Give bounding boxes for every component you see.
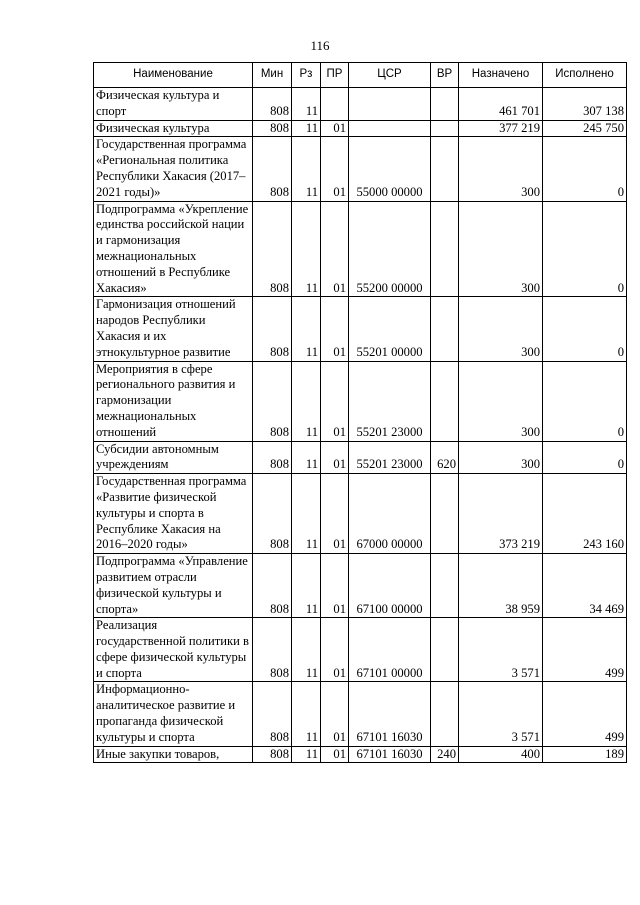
row-executed: 189 [543,746,627,763]
row-csr: 55201 23000 [349,361,431,441]
page-number: 116 [310,38,330,53]
row-min: 808 [253,474,292,554]
row-rz: 11 [292,88,321,121]
row-executed: 34 469 [543,554,627,618]
row-executed: 499 [543,682,627,746]
row-rz: 11 [292,554,321,618]
row-min: 808 [253,361,292,441]
row-name: Субсидии автономным учреждениям [94,441,253,474]
row-executed: 0 [543,297,627,361]
table-row [94,474,627,554]
row-min: 808 [253,554,292,618]
row-vr: 620 [431,441,459,474]
row-assigned: 300 [459,297,543,361]
header-executed: Исполнено [543,63,627,88]
row-pr: 01 [321,361,349,441]
row-vr [431,474,459,554]
row-csr: 67101 16030 [349,682,431,746]
row-name: Государственная программа «Развитие физической культуры и спорта в Республике Хакасия на 2016–2020 годы» [94,474,253,554]
header-name: Наименование [94,63,253,88]
row-rz: 11 [292,201,321,297]
row-name: Физическая культура [94,120,253,137]
table-row [94,137,627,201]
row-vr [431,137,459,201]
row-min: 808 [253,137,292,201]
table-row [94,441,627,474]
row-name: Гармонизация отношений народов Республики Хакасия и их этнокультурное развитие [94,297,253,361]
row-vr [431,554,459,618]
row-csr: 67100 00000 [349,554,431,618]
row-pr: 01 [321,137,349,201]
row-min: 808 [253,88,292,121]
row-assigned: 3 571 [459,618,543,682]
row-pr: 01 [321,474,349,554]
header-row [94,63,627,88]
row-assigned: 300 [459,137,543,201]
row-name: Иные закупки товаров, [94,746,253,763]
row-csr: 55201 23000 [349,441,431,474]
row-name: Подпрограмма «Управление развитием отрасли физической культуры и спорта» [94,554,253,618]
row-pr: 01 [321,120,349,137]
row-name: Информационно-аналитическое развитие и пропаганда физической культуры и спорта [94,682,253,746]
row-min: 808 [253,441,292,474]
row-executed: 307 138 [543,88,627,121]
row-rz: 11 [292,120,321,137]
row-min: 808 [253,201,292,297]
row-rz: 11 [292,361,321,441]
row-executed: 0 [543,201,627,297]
row-pr: 01 [321,201,349,297]
row-vr [431,120,459,137]
row-pr: 01 [321,554,349,618]
row-assigned: 3 571 [459,682,543,746]
row-executed: 499 [543,618,627,682]
budget-table [93,62,627,763]
row-min: 808 [253,618,292,682]
row-csr: 55000 00000 [349,137,431,201]
header-rz: Рз [292,63,321,88]
row-vr [431,361,459,441]
row-pr: 01 [321,618,349,682]
header-csr: ЦСР [349,63,431,88]
row-rz: 11 [292,682,321,746]
table-row [94,618,627,682]
row-rz: 11 [292,618,321,682]
row-csr [349,88,431,121]
row-vr [431,682,459,746]
row-pr: 01 [321,682,349,746]
row-executed: 0 [543,137,627,201]
row-assigned: 461 701 [459,88,543,121]
row-min: 808 [253,120,292,137]
row-executed: 243 160 [543,474,627,554]
header-min: Мин [253,63,292,88]
row-min: 808 [253,297,292,361]
row-pr: 01 [321,746,349,763]
row-name: Реализация государственной политики в сфере физической культуры и спорта [94,618,253,682]
table-row [94,361,627,441]
row-csr: 55201 00000 [349,297,431,361]
row-name: Подпрограмма «Укрепление единства российской нации и гармонизация межнациональных отношений в Республике Хакасия» [94,201,253,297]
row-csr: 67101 00000 [349,618,431,682]
table-row [94,120,627,137]
row-vr: 240 [431,746,459,763]
header-pr: ПР [321,63,349,88]
table-row [94,746,627,763]
header-vr: ВР [431,63,459,88]
row-vr [431,88,459,121]
row-executed: 0 [543,441,627,474]
row-rz: 11 [292,746,321,763]
row-executed: 0 [543,361,627,441]
row-rz: 11 [292,441,321,474]
table-row [94,297,627,361]
row-name: Физическая культура и спорт [94,88,253,121]
row-csr: 67000 00000 [349,474,431,554]
row-assigned: 373 219 [459,474,543,554]
row-csr: 67101 16030 [349,746,431,763]
row-rz: 11 [292,137,321,201]
row-min: 808 [253,682,292,746]
row-executed: 245 750 [543,120,627,137]
table-row [94,682,627,746]
row-min: 808 [253,746,292,763]
row-assigned: 38 959 [459,554,543,618]
row-csr: 55200 00000 [349,201,431,297]
row-assigned: 300 [459,441,543,474]
row-assigned: 400 [459,746,543,763]
row-vr [431,297,459,361]
row-rz: 11 [292,474,321,554]
row-assigned: 377 219 [459,120,543,137]
row-assigned: 300 [459,361,543,441]
row-pr: 01 [321,297,349,361]
row-assigned: 300 [459,201,543,297]
row-name: Мероприятия в сфере регионального развития и гармонизации межнациональных отношений [94,361,253,441]
row-rz: 11 [292,297,321,361]
table-row [94,554,627,618]
row-vr [431,618,459,682]
row-pr [321,88,349,121]
row-csr [349,120,431,137]
row-pr: 01 [321,441,349,474]
row-vr [431,201,459,297]
header-assigned: Назначено [459,63,543,88]
row-name: Государственная программа «Региональная политика Республики Хакасия (2017–2021 годы)» [94,137,253,201]
table-row [94,88,627,121]
table-row [94,201,627,297]
